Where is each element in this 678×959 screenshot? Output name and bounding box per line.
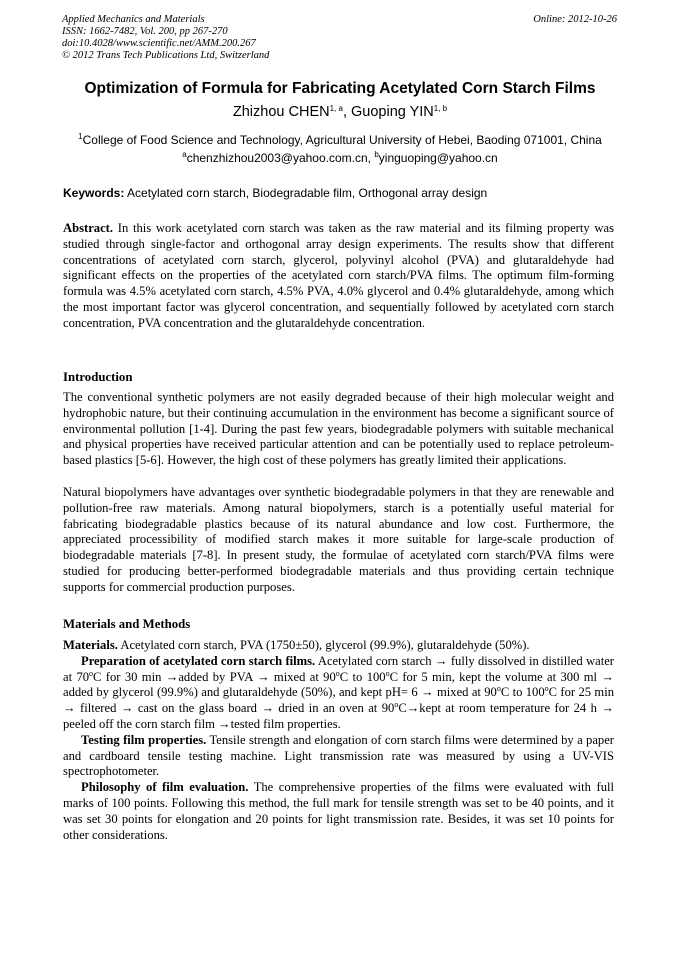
prep-text-3: C to 100: [339, 669, 386, 684]
philosophy-paragraph: [63, 780, 614, 843]
philosophy-text: The comprehensive properties of the films were evaluated with full marks of 100 points. Following this method, the full mark for tensile strength was set to be 40 points, and it was set 30 points for elongation and 20 points for light transmission rate. Besides, it was set 10 points for other considerations.: [63, 780, 614, 842]
materials-text: Acetylated corn starch, PVA (1750±50), glycerol (99.9%), glutaraldehyde (50%).: [117, 638, 530, 652]
testing-paragraph: [63, 733, 614, 780]
author-1-name: Zhizhou CHEN: [232, 104, 330, 120]
abstract: [63, 221, 614, 332]
issn-line: ISSN: 1662-7482, Vol. 200, pp 267-270: [62, 26, 228, 37]
introduction-paragraph-2: Natural biopolymers have advantages over synthetic biodegradable polymers in that they are renewable and pollution-free raw materials. Among natural biopolymers, starch is a potentially useful material for fabricating biodegradable plastics because of its natural abundance and low cost. Furthermore, the appreciated processibility of modified starch makes it more suitable for large-scale production of biodegradable materials [7-8]. In present study, the formulae of acetylated corn starch/PVA films were studied for producing better-performed biodegradable materials and thus providing certain technique supports for commercial production purposes.: [63, 485, 614, 594]
keywords-text: Acetylated corn starch, Biodegradable film, Orthogonal array design: [124, 186, 488, 200]
introduction-paragraph-1: The conventional synthetic polymers are not easily degraded because of their high molecular weight and hydrophobic nature, but their continuing accumulation in the environment has become a significant source of environmental pollution [1-4]. During the past few years, biodegradable polymers with suitable mechanical and physical properties have received particular attention and can be potentially used to replace petroleum-based plastics [5-6]. However, the high cost of these polymers has greatly limited their applications.: [63, 390, 614, 468]
introduction-heading: Introduction: [63, 370, 133, 384]
abstract-label: Abstract.: [63, 221, 114, 235]
affiliation: [40, 133, 640, 147]
prep-text-6: C for 25 min → filtered → cast on the glass board → dried in an oven at 90: [63, 685, 614, 716]
prep-text-2: C for 30 min →added by PVA → mixed at 90: [93, 669, 336, 684]
degree-sup: o: [89, 668, 94, 678]
methods-body: [63, 638, 614, 843]
prep-text-4: C for 5 min, kept the volume at 300 ml → added by glycerol (99.9%) and glutaraldehyde (50%), and kept pH= 6 → mixed at 90: [63, 669, 614, 700]
preparation-label: Preparation of acetylated corn starch films.: [81, 653, 316, 668]
degree-sup: o: [496, 684, 501, 694]
degree-sup: o: [385, 668, 390, 678]
email-b[interactable]: yinguoping@yahoo.cn: [378, 151, 498, 165]
degree-sup: o: [335, 668, 340, 678]
paper-title: Optimization of Formula for Fabricating Acetylated Corn Starch Films: [84, 80, 596, 97]
author-2-name: Guoping YIN: [351, 104, 434, 120]
degree-sup: o: [394, 700, 399, 710]
author-1-sup: 1, a: [329, 104, 343, 113]
abstract-text: In this work acetylated corn starch was taken as the raw material and its filming property was studied through single-factor and orthogonal array design experiments. The results show that different concentrations of acetylated corn starch, glycerol, polyvinyl alcohol (PVA) and glutaraldehyde had significant effects on the properties of the acetylated corn starch/PVA films. The optimum film-forming formula was 4.5% acetylated corn starch, 4.5% PVA, 4.0% glycerol and 0.4% glutaraldehyde, among which the most important factor was glycerol concentration, and sequentially followed by acetylated corn starch concentration, PVA concentration and the glutaraldehyde concentration.: [63, 221, 614, 330]
author-2-sup: 1, b: [433, 104, 448, 113]
prep-text-1: Acetylated corn starch → fully dissolved in distilled water at 70: [63, 653, 614, 684]
affiliation-text: College of Food Science and Technology, Agricultural University of Hebei, Baoding 071001, China: [82, 133, 602, 147]
materials-paragraph: [63, 638, 614, 654]
keywords-label: Keywords:: [63, 186, 125, 200]
email-a[interactable]: chenzhizhou2003@yahoo.com.cn: [186, 151, 368, 165]
email-line: [40, 151, 640, 165]
journal-header: [62, 14, 617, 62]
email-a-sup: a: [182, 150, 187, 159]
email-separator: ,: [367, 151, 375, 165]
journal-name: Applied Mechanics and Materials: [62, 14, 205, 25]
prep-text-5: C to 100: [500, 685, 545, 700]
author-separator: ,: [342, 104, 351, 120]
testing-text: Tensile strength and elongation of corn starch films were determined by a paper and cardboard tensile testing machine. Light transmission rate was measured by using a UV-VIS spectrophotometer.: [63, 732, 614, 779]
materials-label: Materials.: [63, 638, 118, 652]
author-line: [40, 104, 640, 120]
email-b-sup: b: [374, 150, 379, 159]
doi-line: doi:10.4028/www.scientific.net/AMM.200.267: [62, 38, 256, 49]
copyright-line: © 2012 Trans Tech Publications Ltd, Switzerland: [62, 50, 270, 61]
prep-text-7: C→kept at room temperature for 24 h → peeled off the corn starch film →tested film properties.: [63, 701, 614, 731]
online-date: Online: 2012-10-26: [533, 14, 617, 25]
philosophy-label: Philosophy of film evaluation.: [81, 780, 249, 795]
testing-label: Testing film properties.: [81, 732, 207, 747]
affiliation-sup: 1: [78, 132, 83, 141]
methods-heading: Materials and Methods: [63, 617, 191, 631]
keywords: [63, 186, 618, 200]
preparation-paragraph: [63, 654, 614, 733]
degree-sup: o: [544, 684, 549, 694]
